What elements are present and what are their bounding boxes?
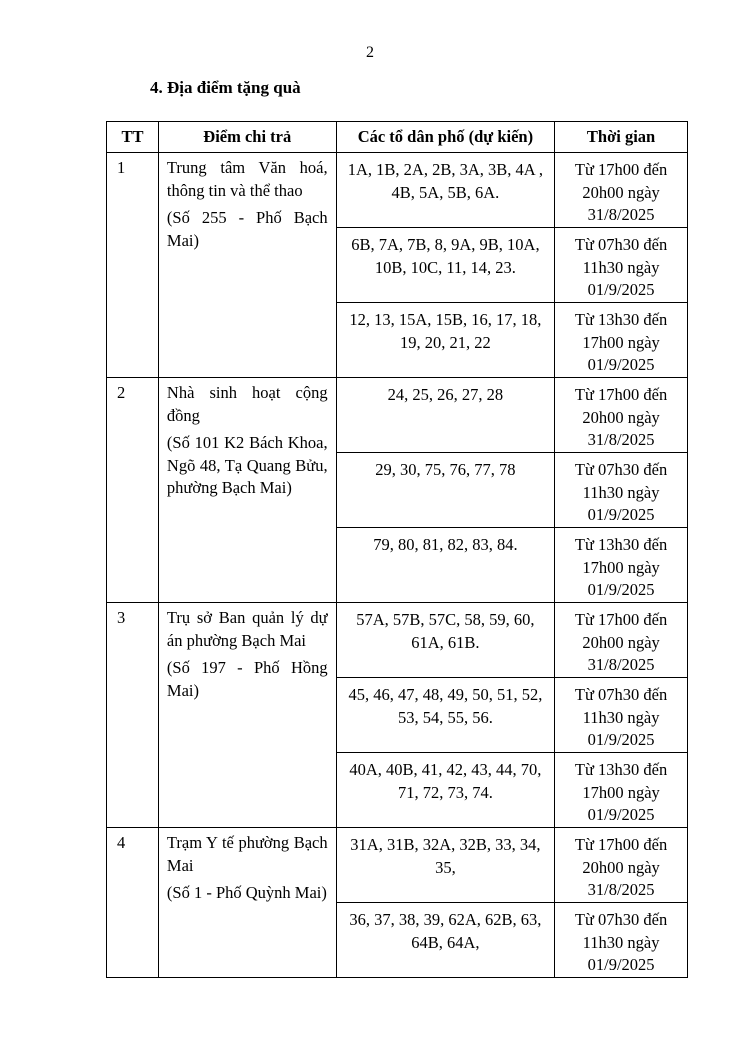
time-cell: Từ 07h30 đến 11h30 ngày 01/9/2025 (555, 903, 688, 978)
site-name: Trạm Y tế phường Bạch Mai (166, 833, 328, 875)
time-cell: Từ 13h30 đến 17h00 ngày 01/9/2025 (555, 528, 688, 603)
site-place (158, 153, 336, 378)
groups-cell: 31A, 31B, 32A, 32B, 33, 34, 35, (336, 828, 555, 903)
site-name: Trụ sở Ban quản lý dự án phường Bạch Mai (166, 608, 328, 650)
site-name: Nhà sinh hoạt cộng đồng (166, 383, 328, 425)
table-row (107, 153, 688, 228)
groups-cell: 24, 25, 26, 27, 28 (336, 378, 555, 453)
page-number: 2 (366, 44, 374, 61)
header-groups: Các tổ dân phố (dự kiến) (336, 122, 555, 153)
header-place: Điểm chi trả (158, 122, 336, 153)
groups-cell: 57A, 57B, 57C, 58, 59, 60, 61A, 61B. (336, 603, 555, 678)
site-number: 4 (107, 828, 159, 978)
time-cell: Từ 13h30 đến 17h00 ngày 01/9/2025 (555, 303, 688, 378)
time-cell: Từ 17h00 đến 20h00 ngày 31/8/2025 (555, 378, 688, 453)
header-tt: TT (107, 122, 159, 153)
groups-cell: 1A, 1B, 2A, 2B, 3A, 3B, 4A , 4B, 5A, 5B, 6A. (336, 153, 555, 228)
table-row (107, 828, 688, 903)
site-address: (Số 255 - Phố Bạch Mai) (166, 208, 328, 250)
groups-cell: 40A, 40B, 41, 42, 43, 44, 70, 71, 72, 73, 74. (336, 753, 555, 828)
groups-cell: 36, 37, 38, 39, 62A, 62B, 63, 64B, 64A, (336, 903, 555, 978)
header-time: Thời gian (555, 122, 688, 153)
site-number: 3 (107, 603, 159, 828)
groups-cell: 45, 46, 47, 48, 49, 50, 51, 52, 53, 54, 55, 56. (336, 678, 555, 753)
site-name: Trung tâm Văn hoá, thông tin và thể thao (166, 158, 328, 200)
time-cell: Từ 17h00 đến 20h00 ngày 31/8/2025 (555, 828, 688, 903)
distribution-table (106, 121, 688, 978)
groups-cell: 12, 13, 15A, 15B, 16, 17, 18, 19, 20, 21, 22 (336, 303, 555, 378)
table-header-row (107, 122, 688, 153)
site-number: 1 (107, 153, 159, 378)
table-row (107, 603, 688, 678)
groups-cell: 6B, 7A, 7B, 8, 9A, 9B, 10A, 10B, 10C, 11, 14, 23. (336, 228, 555, 303)
site-address: (Số 197 - Phố Hồng Mai) (166, 658, 328, 700)
table-row (107, 378, 688, 453)
section-title: 4. Địa điểm tặng quà (150, 78, 301, 97)
time-cell: Từ 13h30 đến 17h00 ngày 01/9/2025 (555, 753, 688, 828)
groups-cell: 79, 80, 81, 82, 83, 84. (336, 528, 555, 603)
site-number: 2 (107, 378, 159, 603)
time-cell: Từ 07h30 đến 11h30 ngày 01/9/2025 (555, 678, 688, 753)
site-address: (Số 1 - Phố Quỳnh Mai) (166, 883, 327, 902)
time-cell: Từ 17h00 đến 20h00 ngày 31/8/2025 (555, 603, 688, 678)
time-cell: Từ 07h30 đến 11h30 ngày 01/9/2025 (555, 228, 688, 303)
time-cell: Từ 07h30 đến 11h30 ngày 01/9/2025 (555, 453, 688, 528)
site-place (158, 828, 336, 978)
time-cell: Từ 17h00 đến 20h00 ngày 31/8/2025 (555, 153, 688, 228)
site-place (158, 603, 336, 828)
site-address: (Số 101 K2 Bách Khoa, Ngõ 48, Tạ Quang Bửu, phường Bạch Mai) (166, 433, 328, 497)
site-place (158, 378, 336, 603)
groups-cell: 29, 30, 75, 76, 77, 78 (336, 453, 555, 528)
